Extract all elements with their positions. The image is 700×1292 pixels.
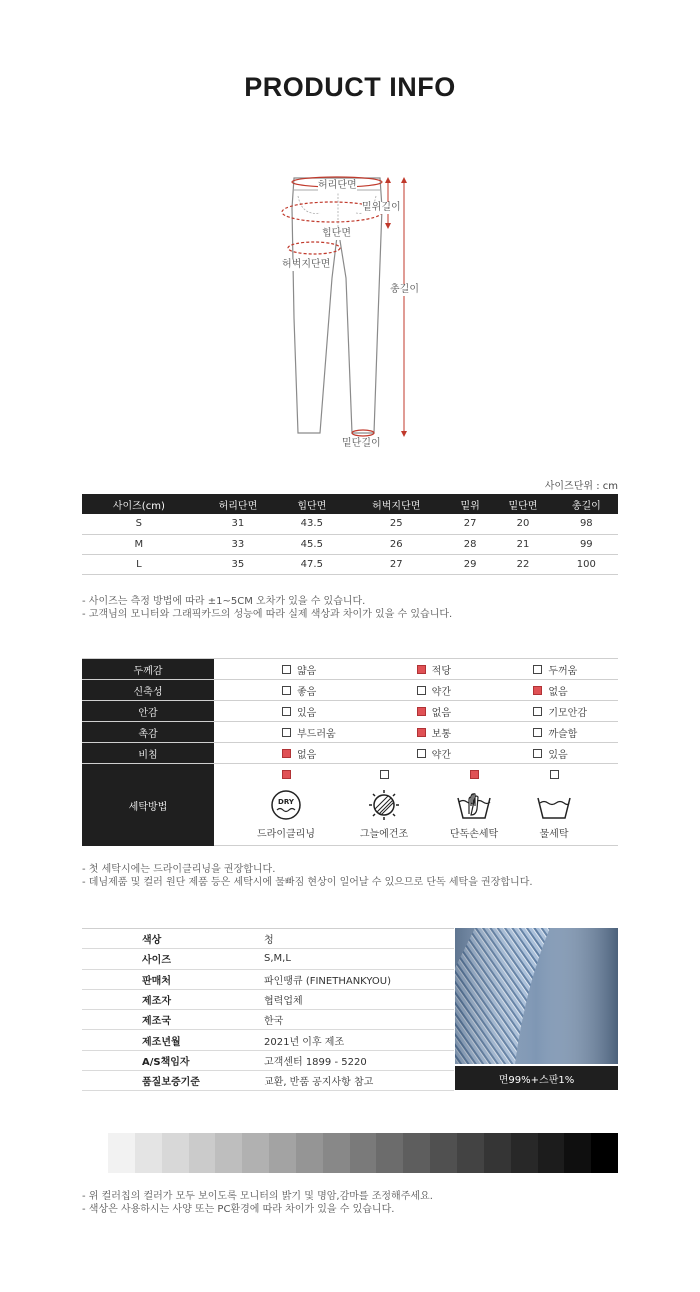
feel-option xyxy=(501,722,618,742)
spec-row xyxy=(82,949,454,969)
spec-value: S,M,L xyxy=(264,953,291,965)
wash-method-label: 단독손세탁 xyxy=(449,829,499,840)
feel-option xyxy=(367,701,502,721)
spec-key: A/S책임자 xyxy=(142,1056,190,1068)
feel-option xyxy=(214,743,367,763)
feel-row-touch xyxy=(82,722,618,743)
spec-key: 제조자 xyxy=(142,996,171,1008)
table-cell: 20 xyxy=(491,514,554,534)
checkbox-icon xyxy=(550,770,559,779)
checkbox-icon xyxy=(533,749,542,758)
checkbox-checked-icon xyxy=(417,665,426,674)
feel-label: 신축성 xyxy=(82,680,214,700)
note-line: - 고객님의 모니터와 그래픽카드의 성능에 따라 실제 색상과 차이가 있을 수 있습니다. xyxy=(82,609,453,620)
feel-option xyxy=(501,659,618,679)
checkbox-checked-icon xyxy=(533,686,542,695)
table-cell: 100 xyxy=(555,554,618,574)
wash-notes xyxy=(82,863,533,889)
wash-method-label: 물세탁 xyxy=(539,829,569,840)
wash-row xyxy=(82,764,618,846)
feel-label: 두께감 xyxy=(82,659,214,679)
gray-chip xyxy=(564,1133,591,1173)
checkbox-icon xyxy=(380,770,389,779)
fabric-composition: 면99%+스판1% xyxy=(455,1066,618,1090)
checkbox-checked-icon xyxy=(417,728,426,737)
spec-value: 고객센터 1899 - 5220 xyxy=(264,1056,367,1068)
table-row xyxy=(82,554,618,574)
feel-label: 안감 xyxy=(82,701,214,721)
spec-row xyxy=(82,990,454,1010)
header-cell: 힙단면 xyxy=(280,494,343,514)
option-label: 약간 xyxy=(431,749,451,761)
option-label: 두꺼움 xyxy=(548,665,578,677)
table-cell: 27 xyxy=(343,554,449,574)
size-table-header xyxy=(82,494,618,514)
gray-chip xyxy=(189,1133,216,1173)
header-cell: 허리단면 xyxy=(196,494,280,514)
note-line: - 위 컬러칩의 컬러가 모두 보이도록 모니터의 밝기 및 명암,감마를 조정해주세요. xyxy=(82,1191,433,1202)
gray-chip xyxy=(484,1133,511,1173)
option-label: 부드러움 xyxy=(297,728,336,740)
table-cell: L xyxy=(82,554,196,574)
hem-label: 밑단길이 xyxy=(342,438,381,449)
size-unit: 사이즈단위 : cm xyxy=(544,481,618,492)
table-cell: 21 xyxy=(491,534,554,554)
note-line: - 색상은 사용하시는 사양 또는 PC환경에 따라 차이가 있을 수 있습니다. xyxy=(82,1204,395,1215)
feel-option xyxy=(501,680,618,700)
wash-method-dry-clean xyxy=(246,764,326,840)
header-cell: 밑단면 xyxy=(491,494,554,514)
gray-chip xyxy=(296,1133,323,1173)
wash-method-shade-dry xyxy=(344,764,424,840)
spec-key: 품질보증기준 xyxy=(142,1077,200,1089)
gray-chip xyxy=(242,1133,269,1173)
feel-row-sheerness xyxy=(82,743,618,764)
option-label: 적당 xyxy=(431,665,451,677)
option-label: 있음 xyxy=(548,749,568,761)
table-cell: 28 xyxy=(449,534,491,554)
gray-chip xyxy=(215,1133,242,1173)
wash-label: 세탁방법 xyxy=(82,764,214,846)
spec-key: 제조년월 xyxy=(142,1036,181,1048)
pants-measurement-diagram xyxy=(270,168,430,458)
checkbox-icon xyxy=(282,728,291,737)
gray-chip xyxy=(403,1133,430,1173)
table-cell: 26 xyxy=(343,534,449,554)
feel-option xyxy=(367,722,502,742)
option-label: 보통 xyxy=(431,728,451,740)
wash-method-hand-wash xyxy=(434,764,514,840)
option-label: 없음 xyxy=(431,707,451,719)
checkbox-checked-icon xyxy=(282,749,291,758)
checkbox-icon xyxy=(417,749,426,758)
table-cell: 33 xyxy=(196,534,280,554)
feel-option xyxy=(214,680,367,700)
gray-chip xyxy=(376,1133,403,1173)
feel-row-stretch xyxy=(82,680,618,701)
hip-label: 힙단면 xyxy=(322,228,351,239)
table-cell: 31 xyxy=(196,514,280,534)
spec-value: 한국 xyxy=(264,1016,284,1028)
feel-option xyxy=(501,701,618,721)
table-cell: 98 xyxy=(555,514,618,534)
gray-chip xyxy=(135,1133,162,1173)
spec-key: 판매처 xyxy=(142,975,171,987)
wash-method-water-wash xyxy=(514,764,594,840)
spec-row xyxy=(82,1010,454,1030)
fabric-feel-table xyxy=(82,658,618,846)
page-title: PRODUCT INFO xyxy=(244,72,456,102)
table-cell: 22 xyxy=(491,554,554,574)
rise-label: 밑위길이 xyxy=(362,202,401,213)
option-label: 없음 xyxy=(297,749,317,761)
feel-option xyxy=(367,680,502,700)
checkbox-checked-icon xyxy=(470,770,479,779)
option-label: 없음 xyxy=(548,686,568,698)
feel-option xyxy=(214,701,367,721)
header-cell: 사이즈(cm) xyxy=(82,494,196,514)
grayscale-color-chips xyxy=(108,1133,618,1173)
note-line: - 사이즈는 측정 방법에 따라 ±1~5CM 오차가 있을 수 있습니다. xyxy=(82,596,366,607)
option-label: 약간 xyxy=(431,686,451,698)
feel-option xyxy=(501,743,618,763)
gray-chip xyxy=(430,1133,457,1173)
checkbox-checked-icon xyxy=(282,770,291,779)
pants-illustration xyxy=(270,168,430,458)
table-cell: 45.5 xyxy=(280,534,343,554)
spec-value: 교환, 반품 공지사항 참고 xyxy=(264,1077,374,1089)
table-cell: 29 xyxy=(449,554,491,574)
feel-row-lining xyxy=(82,701,618,722)
shade-dry-icon xyxy=(367,788,401,822)
table-cell: 99 xyxy=(555,534,618,554)
table-cell: M xyxy=(82,534,196,554)
table-cell: 25 xyxy=(343,514,449,534)
wash-method-label: 드라이클리닝 xyxy=(257,829,315,840)
product-spec-table xyxy=(82,928,454,1091)
spec-key: 제조국 xyxy=(142,1016,171,1028)
feel-option xyxy=(367,659,502,679)
gray-chip xyxy=(108,1133,135,1173)
gray-chip xyxy=(591,1133,618,1173)
header-cell: 총길이 xyxy=(555,494,618,514)
feel-label: 비침 xyxy=(82,743,214,763)
length-label: 총길이 xyxy=(390,284,419,295)
gray-chip xyxy=(323,1133,350,1173)
fabric-closeup-photo xyxy=(455,928,618,1064)
spec-row xyxy=(82,929,454,949)
feel-option xyxy=(214,722,367,742)
table-cell: 47.5 xyxy=(280,554,343,574)
gray-chip xyxy=(538,1133,565,1173)
gray-chip xyxy=(162,1133,189,1173)
table-cell: 27 xyxy=(449,514,491,534)
spec-value: 협력업체 xyxy=(264,996,303,1008)
gray-chip xyxy=(457,1133,484,1173)
wash-method-label: 그늘에건조 xyxy=(359,829,409,840)
spec-row xyxy=(82,1071,454,1091)
spec-value: 청 xyxy=(264,935,274,947)
color-notes xyxy=(82,1190,433,1216)
note-line: - 데님제품 및 컬러 원단 제품 등은 세탁시에 물빠짐 현상이 일어날 수 있으므로 단독 세탁을 권장합니다. xyxy=(82,877,533,888)
checkbox-icon xyxy=(417,686,426,695)
size-notes xyxy=(82,595,452,621)
dry-clean-icon xyxy=(269,788,303,822)
option-label: 까슬함 xyxy=(548,728,578,740)
table-cell: S xyxy=(82,514,196,534)
thigh-label: 허벅지단면 xyxy=(282,259,331,270)
checkbox-icon xyxy=(533,665,542,674)
option-label: 얇음 xyxy=(297,665,317,677)
feel-row-thickness xyxy=(82,659,618,680)
size-table xyxy=(82,494,618,575)
table-cell: 43.5 xyxy=(280,514,343,534)
spec-key: 사이즈 xyxy=(142,955,171,967)
denim-texture xyxy=(455,928,618,1064)
table-row xyxy=(82,514,618,534)
spec-row xyxy=(82,1051,454,1071)
table-cell: 35 xyxy=(196,554,280,574)
feel-label: 촉감 xyxy=(82,722,214,742)
option-label: 있음 xyxy=(297,707,317,719)
spec-key: 색상 xyxy=(142,935,162,947)
gray-chip xyxy=(269,1133,296,1173)
table-row xyxy=(82,534,618,554)
header-cell: 허벅지단면 xyxy=(343,494,449,514)
gray-chip xyxy=(511,1133,538,1173)
spec-row xyxy=(82,1030,454,1050)
waist-label: 허리단면 xyxy=(318,180,357,191)
checkbox-icon xyxy=(533,728,542,737)
header-cell: 밑위 xyxy=(449,494,491,514)
checkbox-checked-icon xyxy=(417,707,426,716)
option-label: 기모안감 xyxy=(548,707,587,719)
dry-icon-text: DRY xyxy=(278,798,294,806)
spec-row xyxy=(82,970,454,990)
checkbox-icon xyxy=(282,686,291,695)
checkbox-icon xyxy=(533,707,542,716)
spec-value: 2021년 이후 제조 xyxy=(264,1036,345,1048)
checkbox-icon xyxy=(282,707,291,716)
water-wash-icon xyxy=(535,788,573,822)
checkbox-icon xyxy=(282,665,291,674)
feel-option xyxy=(367,743,502,763)
option-label: 좋음 xyxy=(297,686,317,698)
feel-option xyxy=(214,659,367,679)
gray-chip xyxy=(350,1133,377,1173)
hand-wash-icon xyxy=(455,788,493,822)
spec-value: 파인땡큐 (FINETHANKYOU) xyxy=(264,975,392,987)
note-line: - 첫 세탁시에는 드라이클리닝을 권장합니다. xyxy=(82,864,276,875)
